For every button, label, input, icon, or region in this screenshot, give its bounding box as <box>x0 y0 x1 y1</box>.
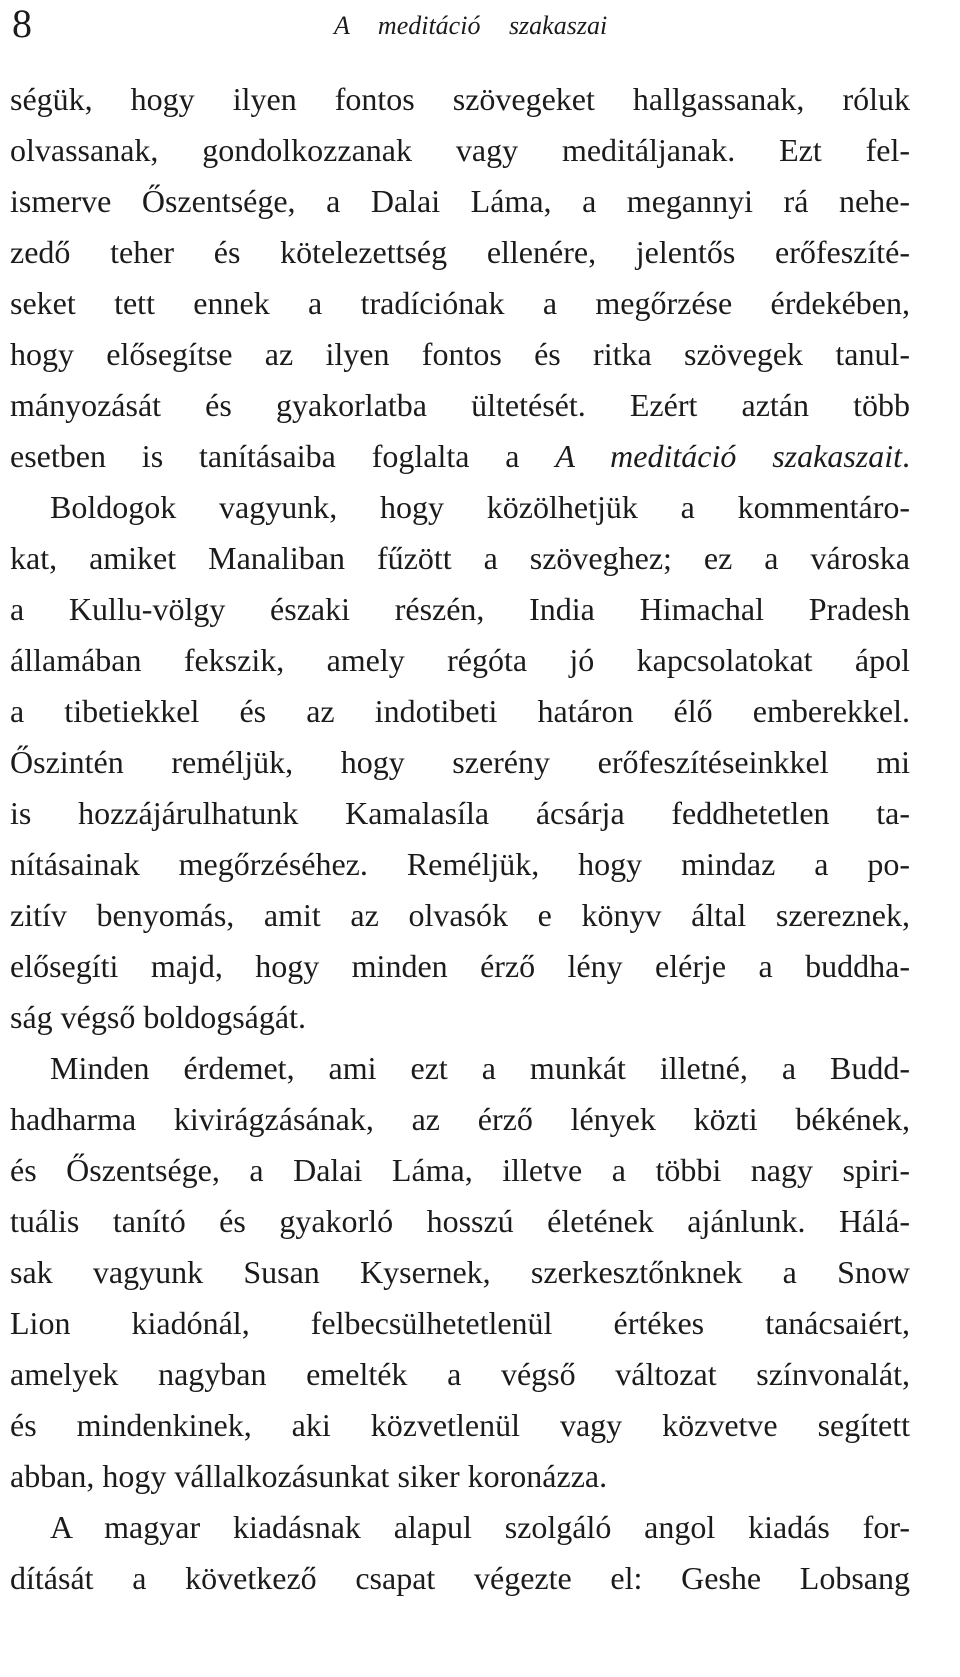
text-line: hogy elősegítse az ilyen fontos és ritka szövegek tanul- <box>10 336 910 372</box>
text-line: Őszintén reméljük, hogy szerény erőfeszítéseinkkel mi <box>10 744 910 780</box>
text-line: zedő teher és kötelezettség ellenére, jelentős erőfeszíté- <box>10 234 910 270</box>
text-line: elősegíti majd, hogy minden érző lény elérje a buddha- <box>10 948 910 984</box>
paragraph-1 <box>10 74 910 482</box>
text-line: ismerve Őszentsége, a Dalai Láma, a megannyi rá nehe- <box>10 183 910 219</box>
text-line: abban, hogy vállalkozásunkat siker koronázza. <box>10 1458 608 1494</box>
text-line: hadharma kivirágzásának, az érző lények közti békének, <box>10 1101 910 1137</box>
text-line: Boldogok vagyunk, hogy közölhetjük a kommentáro- <box>50 489 910 525</box>
text-line: olvassanak, gondolkozzanak vagy meditáljanak. Ezt fel- <box>10 132 910 168</box>
text-line: ségük, hogy ilyen fontos szövegeket hallgassanak, róluk <box>10 81 910 117</box>
paragraph-2 <box>10 482 910 1043</box>
text-line: nításainak megőrzéséhez. Reméljük, hogy mindaz a po- <box>10 846 910 882</box>
text-line: sak vagyunk Susan Kysernek, szerkesztőnknek a Snow <box>10 1254 910 1290</box>
text-line: is hozzájárulhatunk Kamalasíla ácsárja feddhetetlen ta- <box>10 795 910 831</box>
body-text <box>10 74 910 1604</box>
text-line: államában fekszik, amely régóta jó kapcsolatokat ápol <box>10 642 910 678</box>
page-number: 8 <box>12 1 32 46</box>
text-line <box>10 431 910 482</box>
book-title-italic: A meditáció szakaszait <box>555 438 903 474</box>
text-line: és Őszentsége, a Dalai Láma, illetve a többi nagy spiri- <box>10 1152 910 1188</box>
text-line: Lion kiadónál, felbecsülhetetlenül értékes tanácsaiért, <box>10 1305 910 1341</box>
paragraph-3 <box>10 1043 910 1502</box>
text-line: Minden érdemet, ami ezt a munkát illetné, a Budd- <box>50 1050 910 1086</box>
text-fragment: esetben is tanításaiba foglalta a <box>10 438 556 474</box>
text-line: amelyek nagyban emelték a végső változat színvonalát, <box>10 1356 910 1392</box>
text-line: dítását a következő csapat végezte el: Geshe Lobsang <box>10 1560 910 1596</box>
text-line: a tibetiekkel és az indotibeti határon élő emberekkel. <box>10 693 910 729</box>
text-line: kat, amiket Manaliban fűzött a szöveghez; ez a városka <box>10 540 910 576</box>
paragraph-4 <box>10 1502 910 1604</box>
text-line: A magyar kiadásnak alapul szolgáló angol kiadás for- <box>50 1509 910 1545</box>
text-line: a Kullu-völgy északi részén, India Himachal Pradesh <box>10 591 910 627</box>
text-line: mányozását és gyakorlatba ültetését. Ezért aztán több <box>10 387 910 423</box>
text-line: tuális tanító és gyakorló hosszú életének ajánlunk. Hálá- <box>10 1203 910 1239</box>
running-title: A meditáció szakaszai <box>334 11 608 40</box>
text-fragment: . <box>902 438 911 474</box>
text-line: seket tett ennek a tradíciónak a megőrzése érdekében, <box>10 285 910 321</box>
text-line: ság végső boldogságát. <box>10 999 306 1035</box>
text-line: és mindenkinek, aki közvetlenül vagy közvetve segített <box>10 1407 910 1443</box>
text-line: zitív benyomás, amit az olvasók e könyv által szereznek, <box>10 897 910 933</box>
